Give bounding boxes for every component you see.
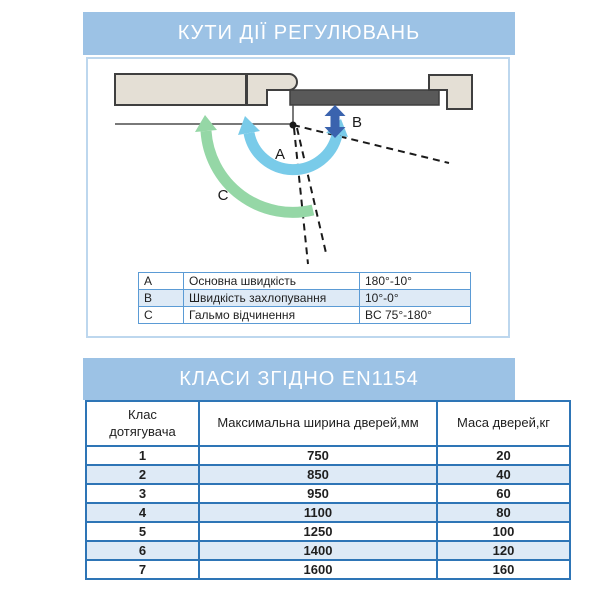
- legend-value: 10°-0°: [360, 290, 471, 307]
- table-row: [86, 484, 570, 503]
- table-row: [86, 446, 570, 465]
- legend-name: Основна швидкість: [184, 273, 360, 290]
- class-cell: 3: [86, 484, 199, 503]
- door-closer-diagram: [86, 57, 510, 338]
- legend-name: Гальмо відчинення: [184, 307, 360, 324]
- table-row: [86, 503, 570, 522]
- table-header-row: [86, 401, 570, 446]
- width-cell: 1250: [199, 522, 437, 541]
- legend-name: Швидкість захлопування: [184, 290, 360, 307]
- left-wall-shape: [115, 74, 246, 105]
- column-header-class: Клас дотягувача: [86, 401, 199, 446]
- section-title-angles: КУТИ ДІЇ РЕГУЛЮВАНЬ: [83, 12, 515, 55]
- legend-key: C: [139, 307, 184, 324]
- column-header-mass: Маса дверей,кг: [437, 401, 570, 446]
- mass-cell: 120: [437, 541, 570, 560]
- width-cell: 1400: [199, 541, 437, 560]
- legend-key: B: [139, 290, 184, 307]
- table-row: [139, 307, 471, 324]
- width-cell: 850: [199, 465, 437, 484]
- legend-key: A: [139, 273, 184, 290]
- width-cell: 1600: [199, 560, 437, 579]
- diagram-label-b: B: [352, 114, 363, 131]
- en1154-classes-table: [85, 400, 571, 580]
- width-cell: 750: [199, 446, 437, 465]
- arrow-a-arc: [249, 133, 337, 170]
- class-cell: 4: [86, 503, 199, 522]
- mass-cell: 100: [437, 522, 570, 541]
- diagram-label-a: A: [274, 146, 286, 163]
- arrow-a-left-head-icon: [238, 116, 260, 135]
- class-cell: 1: [86, 446, 199, 465]
- mass-cell: 20: [437, 446, 570, 465]
- class-cell: 7: [86, 560, 199, 579]
- mass-cell: 80: [437, 503, 570, 522]
- column-header-width: Максимальна ширина дверей,мм: [199, 401, 437, 446]
- width-cell: 1100: [199, 503, 437, 522]
- diagram-label-c: C: [217, 187, 229, 204]
- class-cell: 6: [86, 541, 199, 560]
- mass-cell: 40: [437, 465, 570, 484]
- table-row: [139, 290, 471, 307]
- width-cell: 950: [199, 484, 437, 503]
- table-row: [86, 541, 570, 560]
- table-row: [139, 273, 471, 290]
- table-row: [86, 522, 570, 541]
- open-door-leaf-shape: [290, 90, 439, 105]
- dashed-near-closed-line-1: [294, 128, 308, 264]
- class-cell: 5: [86, 522, 199, 541]
- legend-value: BC 75°-180°: [360, 307, 471, 324]
- mass-cell: 160: [437, 560, 570, 579]
- table-row: [86, 560, 570, 579]
- class-cell: 2: [86, 465, 199, 484]
- angles-legend-table: [138, 272, 471, 324]
- mass-cell: 60: [437, 484, 570, 503]
- section-title-en1154: КЛАСИ ЗГІДНО EN1154: [83, 358, 515, 400]
- legend-value: 180°-10°: [360, 273, 471, 290]
- table-row: [86, 465, 570, 484]
